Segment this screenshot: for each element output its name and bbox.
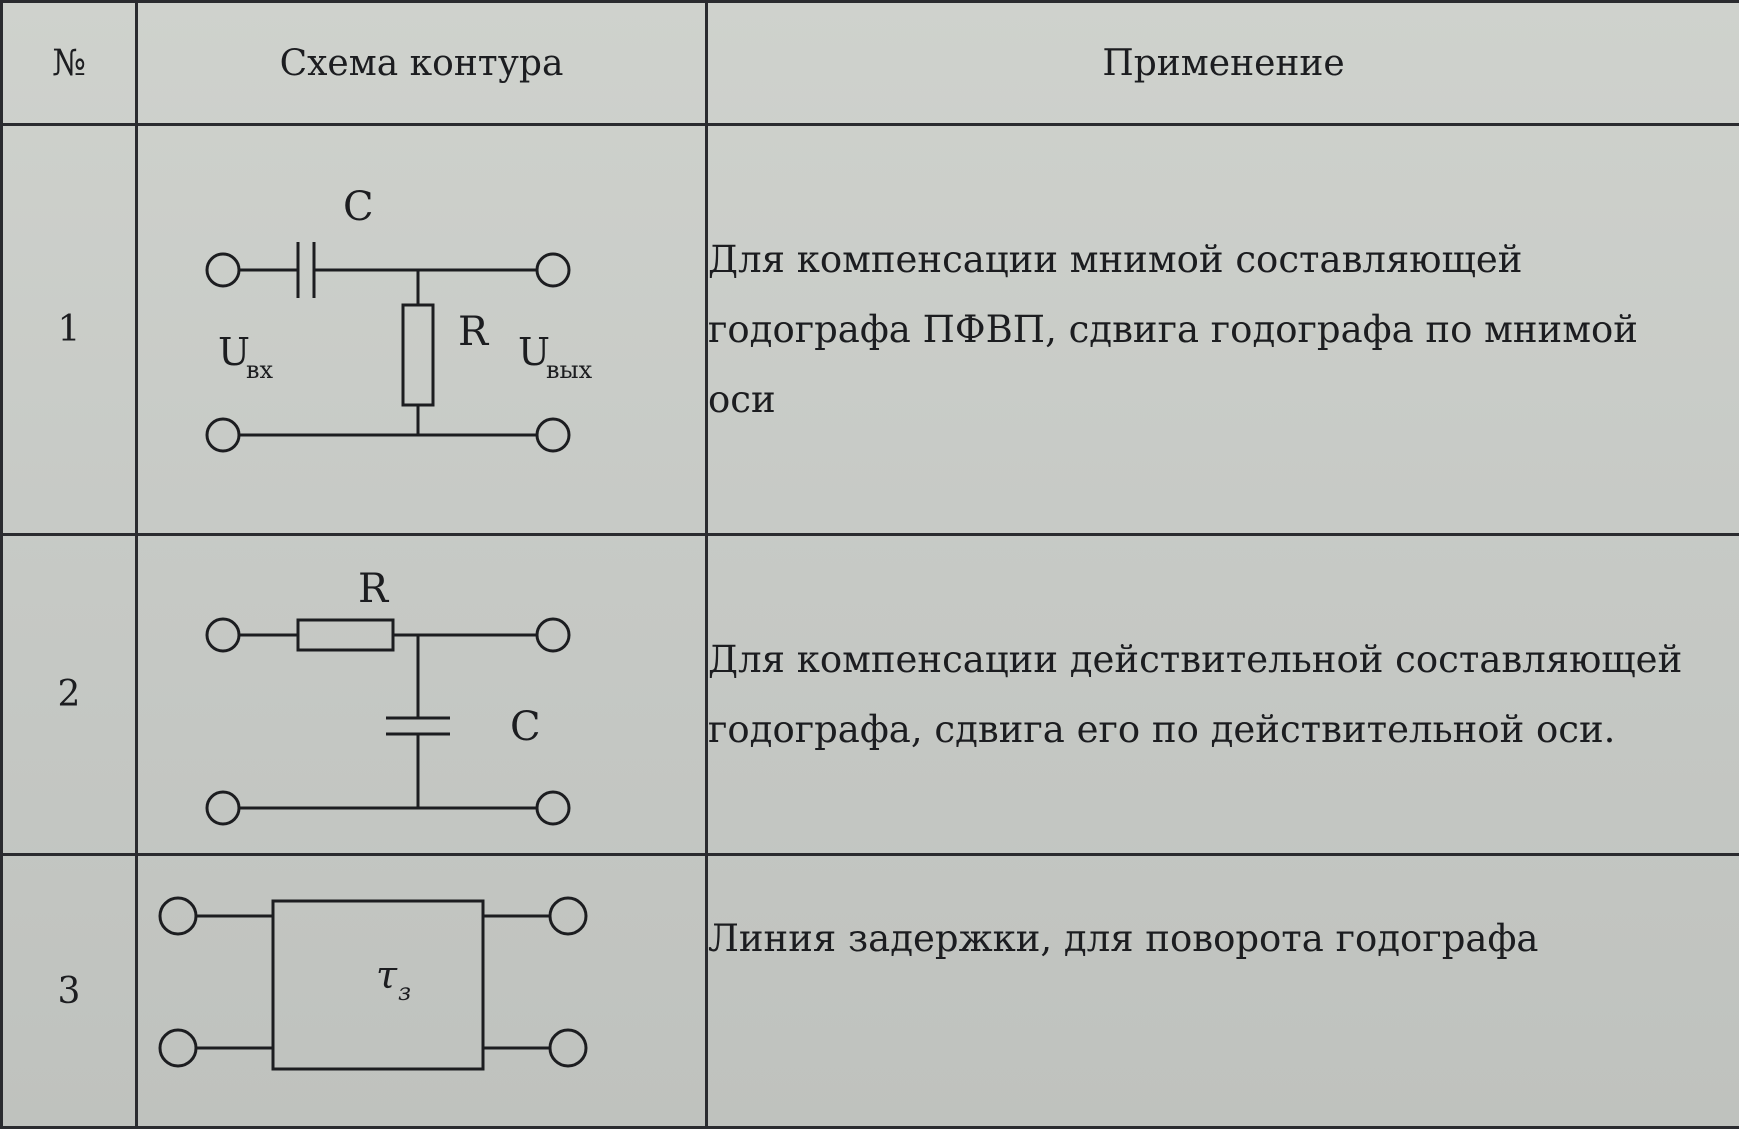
header-row: [2, 2, 1739, 125]
terminal-in-top: [160, 898, 196, 934]
application-line: Линия задержки, для поворота годографа: [708, 904, 1739, 974]
u-out-subscript: вых: [546, 356, 593, 384]
circuit-scheme-1: [137, 125, 707, 535]
u-in-subscript: вх: [246, 356, 274, 384]
delay-line-diagram: [138, 856, 708, 1126]
terminal-out-top: [550, 898, 586, 934]
resistor: [298, 620, 393, 650]
application-cell: [707, 535, 1739, 855]
tau-subscript: з: [398, 978, 411, 1006]
resistor: [403, 305, 433, 405]
terminal-in-bottom: [207, 792, 239, 824]
resistor-label: R: [458, 309, 490, 355]
application-cell: [707, 855, 1739, 1128]
capacitor-label: C: [510, 704, 541, 750]
table-row: [2, 535, 1739, 855]
table-row: [2, 855, 1739, 1128]
circuit-scheme-3: [137, 855, 707, 1128]
terminal-out-top: [537, 619, 569, 651]
terminal-out-bottom: [537, 792, 569, 824]
terminal-in-top: [207, 619, 239, 651]
table-row: [2, 125, 1739, 535]
capacitor-label: C: [343, 184, 374, 230]
u-in-label: U: [218, 330, 250, 374]
application-line: годографа, сдвига его по действительной оси.: [708, 695, 1739, 765]
rc-highpass-diagram: [138, 130, 708, 530]
application-line: годографа ПФВП, сдвига годографа по мнимой: [708, 295, 1739, 365]
terminal-out-bottom: [550, 1030, 586, 1066]
header-application: Применение: [707, 2, 1739, 125]
terminal-in-top: [207, 254, 239, 286]
circuit-scheme-2: [137, 535, 707, 855]
application-line: Для компенсации мнимой составляющей: [708, 225, 1739, 295]
header-num: №: [2, 2, 137, 125]
application-line: Для компенсации действительной составляющей: [708, 625, 1739, 695]
terminal-out-bottom: [537, 419, 569, 451]
row-number: 3: [2, 855, 137, 1128]
row-number: 1: [2, 125, 137, 535]
row-number: 2: [2, 535, 137, 855]
tau-label: τ: [376, 953, 398, 997]
resistor-label: R: [358, 566, 390, 612]
application-line: оси: [708, 365, 1739, 435]
application-cell: [707, 125, 1739, 535]
rc-lowpass-diagram: [138, 540, 708, 850]
terminal-out-top: [537, 254, 569, 286]
terminal-in-bottom: [207, 419, 239, 451]
u-out-label: U: [518, 330, 550, 374]
terminal-in-bottom: [160, 1030, 196, 1066]
header-scheme: Схема контура: [137, 2, 707, 125]
